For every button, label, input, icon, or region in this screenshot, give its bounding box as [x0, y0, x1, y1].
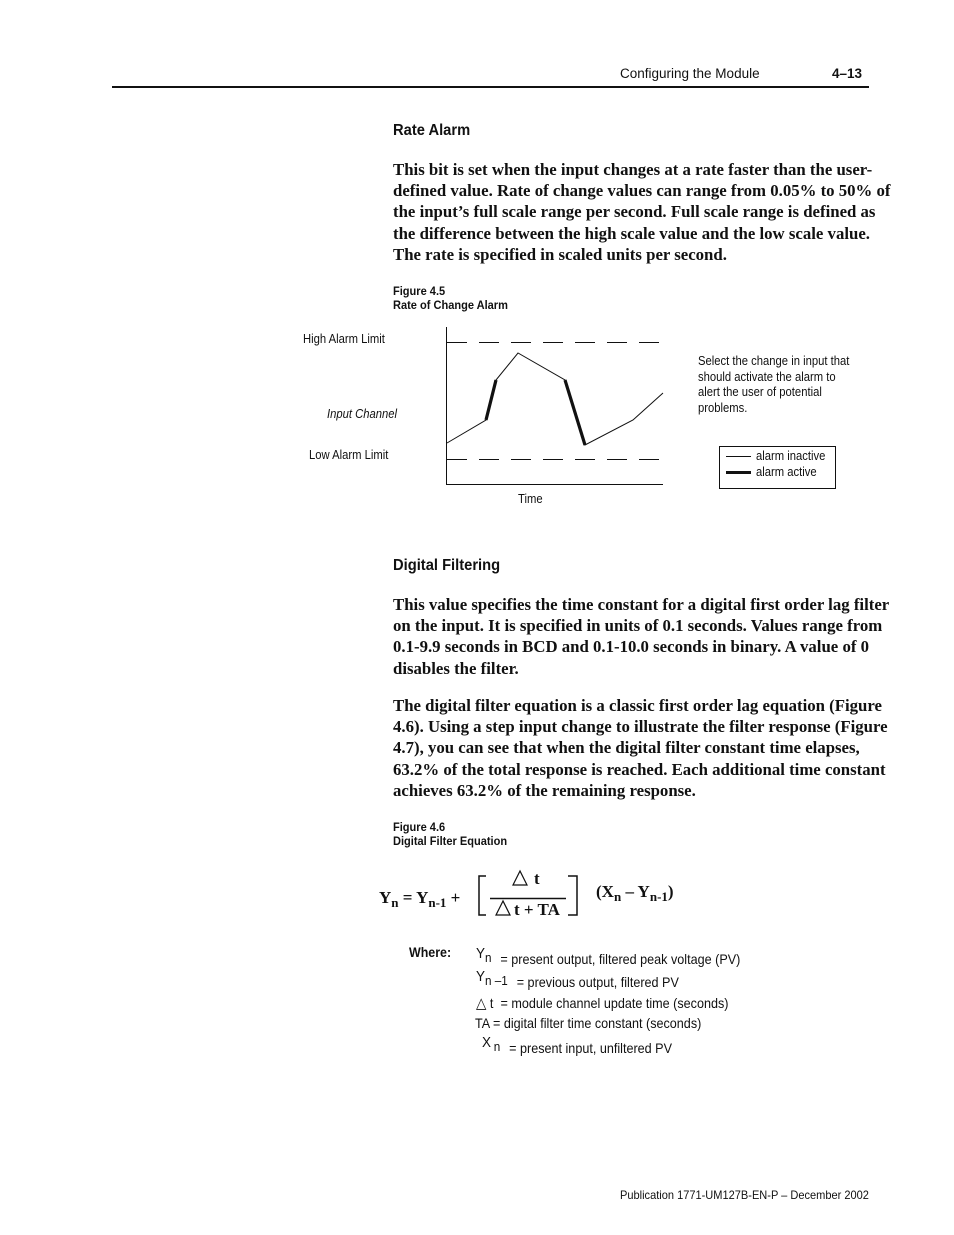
- eq-plus: +: [450, 888, 461, 907]
- def-yn1-symbol: Y: [476, 968, 486, 985]
- eq-numerator: t: [534, 869, 540, 888]
- definition-delta-t: [476, 994, 728, 1012]
- def-xn-sub: n: [493, 1039, 501, 1054]
- digital-filtering-heading: Digital Filtering: [393, 557, 501, 574]
- eq-y-prev-sub: n-1: [428, 895, 447, 910]
- rate-alarm-paragraph: This bit is set when the input changes at a rate faster than the user-defined value. Rate of change values can range from 0.05% to 50% of the input’s full scale range per second. Full scale range is defined as the difference between the high scale value and the low scale value. The rate is specified in scaled units per second.: [393, 160, 891, 264]
- legend-inactive: [726, 449, 833, 463]
- def-xn-text: = present input, unfiltered PV: [509, 1040, 672, 1056]
- time-axis-label: Time: [518, 492, 543, 506]
- figure-4-5-title: Rate of Change Alarm: [393, 298, 508, 312]
- def-ta-text: TA = digital filter time constant (seconds): [475, 1015, 702, 1031]
- legend: [719, 446, 836, 489]
- high-alarm-limit-label: High Alarm Limit: [303, 332, 385, 346]
- definition-yn-1: [476, 968, 679, 990]
- page-number: 4–13: [832, 66, 863, 81]
- alarm-active-segment-rise: [486, 380, 496, 420]
- where-label: Where:: [409, 945, 452, 960]
- legend-inactive-swatch: [726, 456, 751, 457]
- legend-inactive-label: alarm inactive: [756, 449, 826, 463]
- def-dt-sub: t: [489, 995, 494, 1011]
- eq-close: ): [667, 882, 674, 901]
- low-alarm-limit-label: Low Alarm Limit: [309, 448, 389, 462]
- def-yn-sub: n: [485, 950, 492, 965]
- eq-denominator: t + TA: [514, 900, 560, 919]
- eq-y-sub: n: [391, 895, 399, 910]
- eq-y: Y: [379, 888, 392, 907]
- delta-icon-denominator: [496, 901, 510, 915]
- equation-lhs: [379, 888, 460, 908]
- figure-4-6-number: Figure 4.6: [393, 820, 446, 834]
- eq-y-prev2-sub: n-1: [649, 889, 668, 904]
- def-yn1-text: = previous output, filtered PV: [516, 974, 679, 990]
- legend-active-swatch: [726, 471, 751, 474]
- running-header-title: Configuring the Module: [620, 66, 760, 81]
- def-xn-symbol: X: [482, 1034, 492, 1051]
- delta-icon: △: [476, 995, 487, 1012]
- rate-alarm-heading: Rate Alarm: [393, 122, 471, 139]
- alarm-active-segment-fall: [565, 380, 585, 445]
- equation-rhs: [596, 882, 674, 902]
- figure-4-5-number: Figure 4.5: [393, 284, 446, 298]
- definition-yn: [476, 945, 741, 967]
- def-dt-text: = module channel update time (seconds): [500, 995, 729, 1011]
- input-channel-trace: [447, 353, 663, 445]
- delta-icon-numerator: [513, 871, 527, 885]
- def-yn-text: = present output, filtered peak voltage (PV): [500, 951, 741, 967]
- digital-filtering-paragraph-1: This value specifies the time constant for a digital first order lag filter on the input. It is specified in units of 0.1 seconds. Values range from 0.1-9.9 seconds in BCD and 0.1-10.0 seconds in binary. A value of 0 disables the filter.: [393, 595, 889, 678]
- publication-footer: Publication 1771-UM127B-EN-P – December 2002: [620, 1188, 869, 1202]
- definition-xn: [482, 1034, 672, 1056]
- eq-minus-y: – Y: [625, 882, 650, 901]
- eq-equals-y: = Y: [402, 888, 429, 907]
- legend-active: [726, 465, 823, 479]
- legend-active-label: alarm active: [756, 465, 817, 479]
- def-yn1-sub: n –1: [485, 973, 508, 988]
- eq-x-sub: n: [613, 889, 622, 904]
- def-yn-symbol: Y: [476, 945, 486, 962]
- definition-ta: [475, 1015, 701, 1031]
- digital-filtering-paragraph-2: The digital filter equation is a classic first order lag equation (Figure 4.6). Using a step input change to illustrate the filter response (Figure 4.7), you can see that when the digital filter constant time elapses, 63.2% of the total response is reached. Each additional time constant achieves 63.2% of the remaining response.: [393, 696, 888, 800]
- alarm-note: Select the change in input that should activate the alarm to alert the user of potential problems.: [698, 354, 850, 415]
- eq-x-open: (X: [596, 882, 614, 901]
- figure-4-6-title: Digital Filter Equation: [393, 834, 508, 848]
- input-channel-label: Input Channel: [327, 407, 398, 421]
